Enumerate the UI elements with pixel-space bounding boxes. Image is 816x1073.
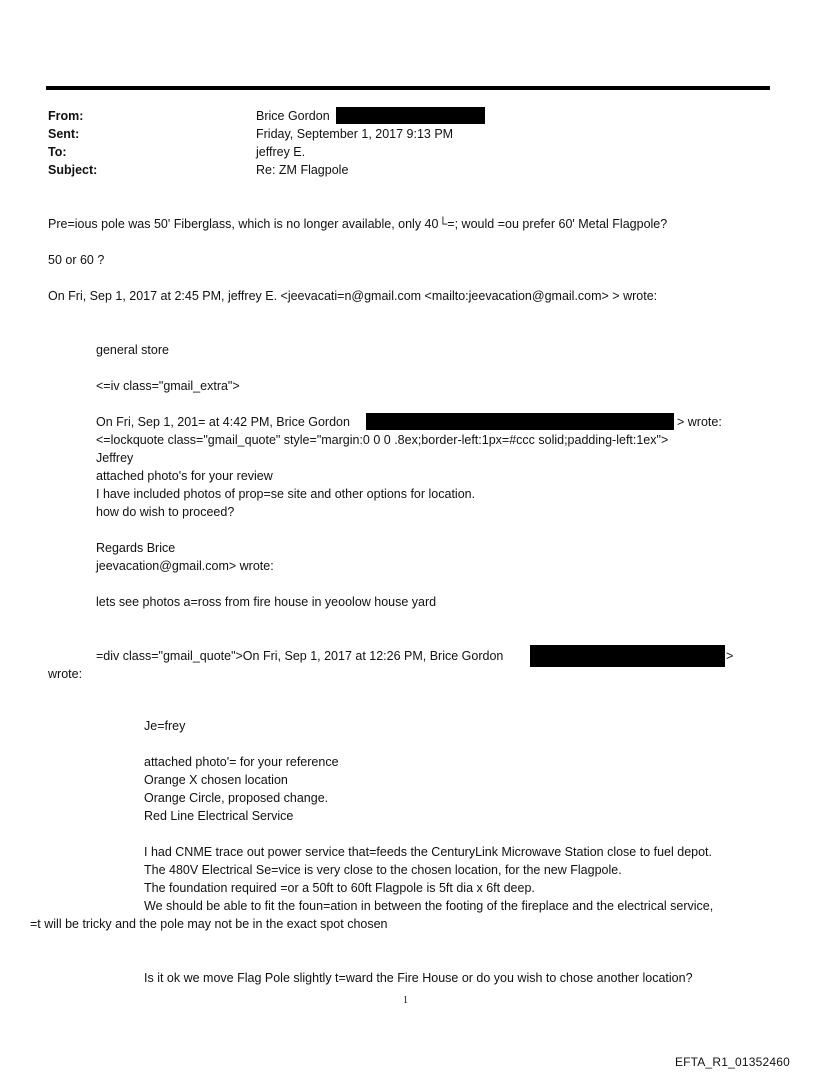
body-line: I have included photos of prop=se site and other options for location. xyxy=(96,487,476,501)
subject-value: Re: ZM Flagpole xyxy=(256,163,349,177)
body-line: Is it ok we move Flag Pole slightly t=ward the Fire House or do you wish to chose another location? xyxy=(144,971,693,985)
page-number: 1 xyxy=(403,995,408,1006)
sent-value: Friday, September 1, 2017 9:13 PM xyxy=(256,127,454,141)
body-line: 50 or 60 ? xyxy=(48,253,105,267)
body-line: I had CNME trace out power service that=feeds the CenturyLink Microwave Station close to fuel depot. xyxy=(144,845,712,859)
body-line: > wrote: xyxy=(677,415,722,429)
redaction-box xyxy=(366,413,674,430)
redaction-box xyxy=(530,645,725,667)
body-line: wrote: xyxy=(48,667,83,681)
body-line: <=lockquote class="gmail_quote" style="margin:0 0 0 .8ex;border-left:1px=#ccc solid;padding-left:1ex"> xyxy=(96,433,669,447)
subject-label: Subject: xyxy=(48,163,98,177)
body-line: The 480V Electrical Se=vice is very close to the chosen location, for the new Flagpole. xyxy=(144,863,622,877)
body-line: general store xyxy=(96,343,169,357)
from-value: Brice Gordon xyxy=(256,109,330,123)
to-value: jeffrey E. xyxy=(256,145,306,159)
body-line: We should be able to fit the foun=ation in between the footing of the fireplace and the electrical service, xyxy=(144,899,714,913)
body-line: Pre=ious pole was 50' Fiberglass, which is no longer available, only 40└=; would =ou prefer 60' Metal Flagpole? xyxy=(48,217,668,231)
body-line: jeevacation@gmail.com> wrote: xyxy=(96,559,274,573)
to-label: To: xyxy=(48,145,67,159)
body-line: how do wish to proceed? xyxy=(96,505,235,519)
quoted-header: On Fri, Sep 1, 2017 at 2:45 PM, jeffrey E. <jeevacati=n@gmail.com <mailto:jeevacation@gmail.com> > wrote: xyxy=(48,289,658,303)
body-line: Red Line Electrical Service xyxy=(144,809,294,823)
quoted-header: =div class="gmail_quote">On Fri, Sep 1, 2017 at 12:26 PM, Brice Gordon xyxy=(96,649,504,663)
body-line: Jeffrey xyxy=(96,451,134,465)
quoted-header: On Fri, Sep 1, 201= at 4:42 PM, Brice Gordon xyxy=(96,415,350,429)
body-line: Orange X chosen location xyxy=(144,773,288,787)
body-line: attached photo'= for your reference xyxy=(144,755,339,769)
body-line: Regards Brice xyxy=(96,541,176,555)
body-line: > xyxy=(726,649,734,663)
body-line: The foundation required =or a 50ft to 60ft Flagpole is 5ft dia x 6ft deep. xyxy=(144,881,535,895)
body-line: Orange Circle, proposed change. xyxy=(144,791,329,805)
from-label: From: xyxy=(48,109,84,123)
body-line: =t will be tricky and the pole may not be in the exact spot chosen xyxy=(30,917,388,931)
header-rule xyxy=(46,86,770,90)
redaction-box xyxy=(336,107,485,124)
body-line: lets see photos a=ross from fire house in yeoolow house yard xyxy=(96,595,437,609)
body-line: Je=frey xyxy=(144,719,186,733)
document-id: EFTA_R1_01352460 xyxy=(674,1055,790,1069)
sent-label: Sent: xyxy=(48,127,80,141)
body-line: attached photo's for your review xyxy=(96,469,273,483)
body-line: <=iv class="gmail_extra"> xyxy=(96,379,240,393)
